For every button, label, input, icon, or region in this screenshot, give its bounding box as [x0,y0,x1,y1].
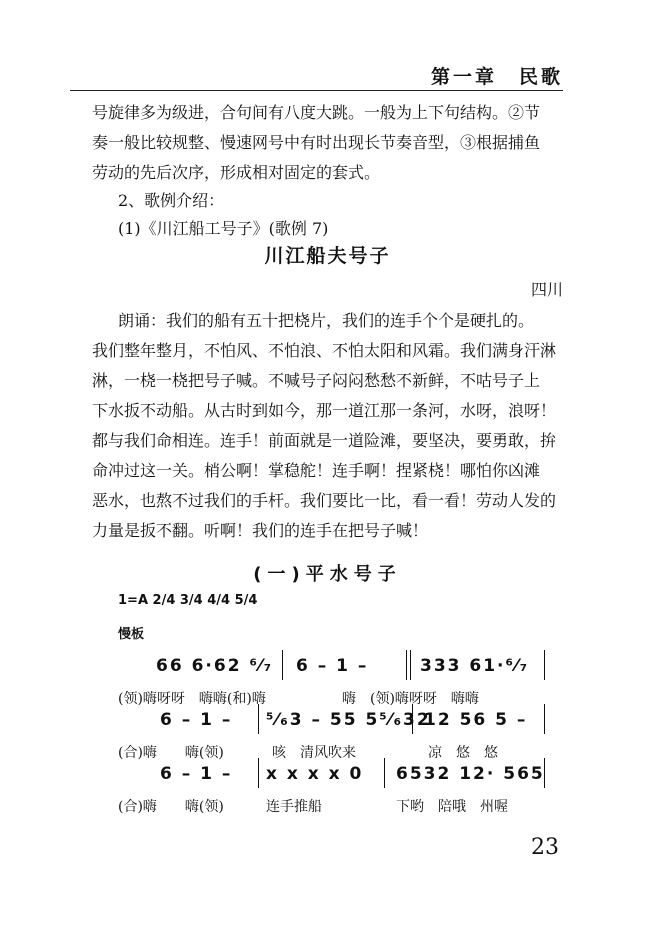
lyrics-segment: (合)嗨 嗨(领) [118,745,224,761]
header-rule [70,90,563,91]
lyrics-segment: 凉 悠 悠 [428,745,498,761]
recitation-line: 都与我们命相连。连手！前面就是一道险滩，要坚决，要勇敢，拚 [92,431,557,450]
section-title: (一)平水号子 [253,564,402,585]
barline [544,758,545,788]
barline [384,758,385,788]
intro-line-3: 劳动的先后次序，形成相对固定的套式。 [92,163,381,182]
notes-segment: 12 56 5 – [424,710,528,730]
key-signature: 1=A 2/4 3/4 4/4 5/4 [118,593,258,608]
barline [544,704,545,734]
recitation-line: 淋，一桡一桡把号子喊。不喊号子闷闷愁愁不新鲜，不咕号子上 [92,371,541,390]
recitation-line: 朗诵：我们的船有五十把桡片，我们的连手个个是硬扎的。 [118,311,535,330]
barline [412,704,413,734]
notes-segment: 6 – 1 – [160,710,233,730]
recitation-line: 力量是扳不翻。听啊！我们的连手在把号子喊！ [92,521,429,540]
notes-segment: 333 61·⁶⁄₇ [420,656,530,676]
example-label: (1)《川江船工号子》(歌例 7) [118,219,329,238]
subheading: 2、歌例介绍： [118,191,225,210]
tempo-marking: 慢板 [118,627,145,642]
lyrics-segment: 嗨 (领)嗨呀呀 嗨嗨 [342,691,479,707]
notes-segment: ⁵⁄₆3 – 55 5⁵⁄₆32 [266,710,431,730]
intro-line-2: 奏一般比较规整、慢速网号中有时出现长节奏音型，③根据捕鱼 [92,133,541,152]
barline [258,758,259,788]
notes-segment: x x x x 0 [266,764,364,784]
notes-segment: 6532 12· 565 [396,764,545,784]
lyrics-segment: 咳 清风吹来 [272,745,356,761]
intro-line-1: 号旋律多为级进，合句间有八度大跳。一般为上下句结构。②节 [92,103,541,122]
barline [258,704,259,734]
recitation-line: 下水扳不动船。从古时到如今，那一道江那一条河，水呀，浪呀！ [92,401,557,420]
song-region: 四川 [530,280,563,299]
page-number: 23 [531,835,559,860]
barline [544,650,545,680]
barline [282,650,283,680]
notes-segment: 6 – 1 – [296,656,369,676]
lyrics-segment: (领)嗨呀呀 嗨嗨(和)嗨 [118,691,266,707]
notes-segment: 66 6·62 ⁶⁄₇ [156,656,274,676]
recitation-line: 我们整年整月，不怕风、不怕浪、不怕太阳和风霜。我们满身汗淋 [92,341,557,360]
lyrics-segment: 连手推船 [266,799,322,815]
lyrics-segment: (合)嗨 嗨(领) [118,799,224,815]
chapter-header: 第一章 民歌 [430,66,563,88]
notes-segment: 6 – 1 – [160,764,233,784]
recitation-line: 命冲过这一关。梢公啊！掌稳舵！连手啊！捏紧桡！哪怕你凶滩 [92,461,541,480]
song-title: 川江船夫号子 [264,245,391,267]
barline [406,650,407,680]
barline [410,650,411,680]
lyrics-segment: 下哟 陪哦 州喔 [396,799,508,815]
recitation-line: 恶水，也熬不过我们的手杆。我们要比一比，看一看！劳动人发的 [92,491,557,510]
